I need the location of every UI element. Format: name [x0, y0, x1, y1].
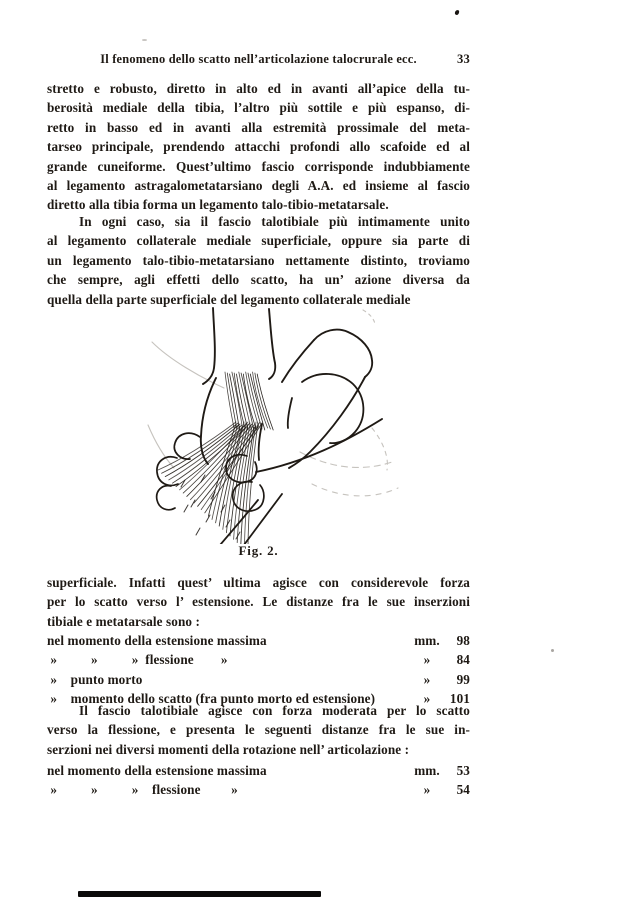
body-text-line: berosità mediale della tibia, l’altro più sottile e più espanso, di- — [47, 100, 470, 116]
ligament-fiber-band — [225, 372, 273, 430]
talus-outline — [259, 374, 364, 460]
toes-outline — [157, 433, 200, 510]
body-text-line: che sempre, agli effetti dello scatto, ha un’ azione diversa da — [47, 272, 470, 288]
row-unit: » — [423, 782, 431, 798]
row-value: 99 — [456, 671, 470, 687]
table-row — [47, 670, 470, 689]
paragraph-2 — [47, 212, 470, 309]
row-unit: mm. — [414, 633, 440, 648]
row-value: 54 — [456, 782, 470, 798]
row-label: » » » flessione » — [47, 652, 228, 668]
ink-speck — [551, 649, 554, 652]
body-text-line: un legamento talo-tibio-metatarsiano nettamente distinto, troviamo — [47, 252, 470, 268]
row-value: 84 — [456, 652, 470, 668]
figure-2 — [140, 298, 410, 544]
running-head — [47, 52, 470, 67]
ligament-fiber-fan — [158, 422, 262, 544]
paragraph-4 — [47, 701, 470, 759]
body-text-line: stretto e robusto, diretto in alto ed in avanti all’apice della tu- — [47, 81, 470, 96]
ink-speck — [142, 39, 147, 41]
table-row — [47, 761, 470, 780]
scan-artifact-bar — [78, 891, 321, 897]
row-unit: » — [423, 690, 431, 706]
body-text-line: serzioni nei diversi momenti della rotazione nell’ articolazione : — [47, 741, 410, 757]
table-row — [47, 780, 470, 799]
row-label: » momento dello scatto (fra punto morto ed estensione) — [47, 690, 376, 706]
figure-caption: Fig. 2. — [238, 543, 279, 558]
paragraph-1 — [47, 79, 470, 215]
body-text-line: tibiale e metatarsale sono : — [47, 613, 200, 629]
distances-table-collaterale — [47, 631, 470, 708]
body-text-line: al legamento astragalometatarsiano degli A.A. ed insieme al fascio — [47, 178, 470, 194]
row-unit: » — [423, 652, 431, 668]
table-row — [47, 631, 470, 650]
row-label: » punto morto — [47, 671, 143, 687]
row-value: 53 — [456, 763, 470, 778]
row-unit: mm. — [414, 763, 440, 778]
row-label: nel momento della estensione massima — [47, 763, 267, 778]
body-text-line: tarseo principale, prendendo attacchi profondi allo scafoide ed al — [47, 139, 470, 155]
body-text-line: diretto alla tibia forma un legamento talo-tibio-metatarsale. — [47, 197, 389, 213]
body-text-line: quella della parte superficiale del legamento collaterale mediale — [47, 291, 411, 307]
paragraph-3 — [47, 573, 470, 631]
body-text-line: per lo scatto verso l’ estensione. Le distanze fra le sue inserzioni — [47, 594, 470, 610]
row-unit: » — [423, 671, 431, 687]
body-text-line: Il fascio talotibiale agisce con forza moderata per lo scatto — [79, 703, 470, 718]
table-row — [47, 650, 470, 669]
row-label: » » » flessione » — [47, 782, 238, 798]
running-head-title: Il fenomeno dello scatto nell’articolazione talocrurale ecc. — [100, 52, 417, 66]
anatomical-figure — [140, 298, 410, 544]
body-text-line: al legamento collaterale mediale superficiale, oppure sia parte di — [47, 233, 470, 249]
ink-speck — [455, 10, 460, 16]
body-text-line: superficiale. Infatti quest’ ultima agisce con considerevole forza — [47, 575, 470, 590]
body-text-line: In ogni caso, sia il fascio talotibiale più intimamente unito — [79, 214, 470, 229]
page-number: 33 — [457, 52, 470, 66]
row-label: nel momento della estensione massima — [47, 633, 267, 648]
row-value: 101 — [449, 690, 470, 706]
body-text-line: verso la flessione, e presenta le seguenti distanze fra le sue in- — [47, 722, 470, 738]
distances-table-talotibiale — [47, 761, 470, 800]
body-text-line: grande cuneiforme. Quest’ultimo fascio corrisponde indubbiamente — [47, 158, 470, 174]
body-text-line: retto in basso ed in avanti alla estremità prossimale del meta- — [47, 119, 470, 135]
row-value: 98 — [456, 633, 470, 648]
